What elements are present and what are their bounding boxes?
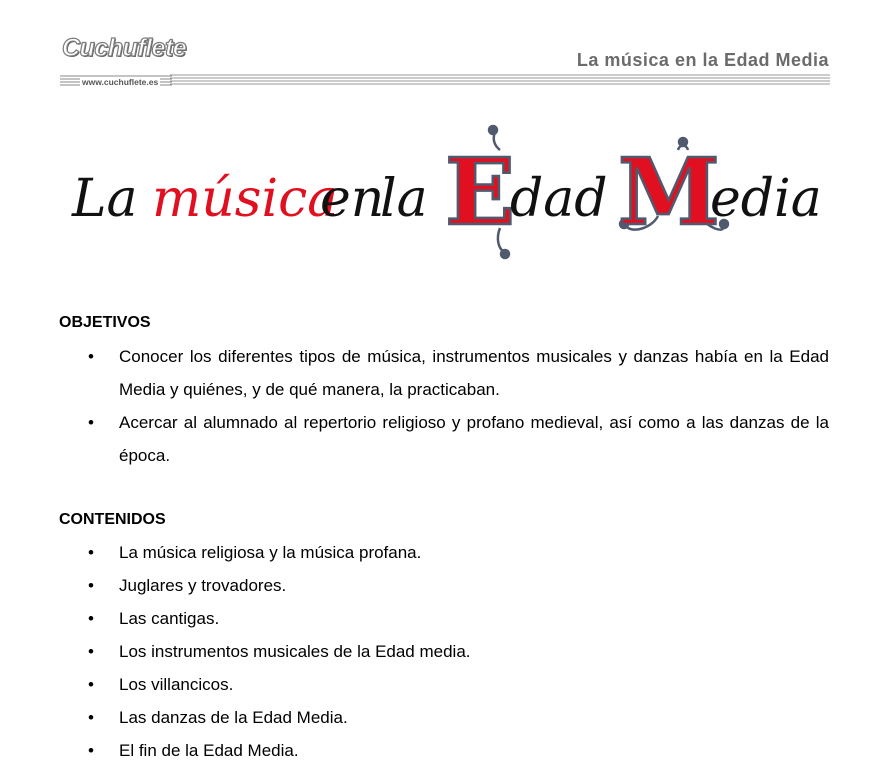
main-title — [60, 120, 830, 270]
bullet: • — [88, 741, 94, 760]
list-item-text: La música religiosa y la música profana. — [119, 543, 422, 562]
header-title: La música en la Edad Media — [576, 50, 829, 70]
contenidos-heading: CONTENIDOS — [59, 511, 166, 528]
title-initial-e: E — [445, 138, 516, 246]
title-initial-m: M — [618, 138, 720, 246]
logo-text: Cuchuflete — [62, 34, 187, 62]
bullet: • — [88, 413, 94, 432]
list-item-text: Los instrumentos musicales de la Edad media. — [119, 642, 471, 661]
list-item — [0, 406, 829, 472]
list-item-text: Las cantigas. — [119, 609, 220, 628]
title-word-en: en — [320, 169, 385, 229]
list-item — [0, 569, 829, 602]
logo-url: www.cuchuflete.es — [82, 77, 159, 87]
list-item — [0, 668, 829, 701]
bullet: • — [88, 576, 94, 595]
list-item — [0, 701, 829, 734]
title-word-musica: música — [152, 169, 339, 229]
list-item-text: Conocer los diferentes tipos de música, instrumentos musicales y danzas había en la Edad Media y quiénes, y de qué manera, la practicaban. — [119, 347, 829, 399]
main-title-svg — [60, 120, 830, 270]
list-item — [0, 340, 829, 406]
bullet: • — [88, 543, 94, 562]
bullet: • — [88, 675, 94, 694]
bullet: • — [88, 609, 94, 628]
page-header — [0, 0, 871, 100]
contenidos-list — [0, 536, 871, 767]
title-word-la: La — [72, 169, 138, 229]
bullet: • — [88, 708, 94, 727]
objetivos-heading: OBJETIVOS — [59, 314, 151, 331]
title-word-edia: edia — [710, 169, 822, 229]
list-item — [0, 635, 829, 668]
title-word-la-2: la — [380, 169, 428, 229]
objetivos-list — [0, 340, 871, 472]
bullet: • — [88, 642, 94, 661]
title-word-dad: dad — [510, 169, 608, 229]
bullet: • — [88, 347, 94, 366]
list-item-text: Acercar al alumnado al repertorio religioso y profano medieval, así como a las danzas de la época. — [119, 413, 829, 465]
list-item-text: Las danzas de la Edad Media. — [119, 708, 348, 727]
header-rule — [170, 73, 830, 89]
list-item — [0, 734, 829, 767]
list-item — [0, 536, 829, 569]
list-item-text: Juglares y trovadores. — [119, 576, 287, 595]
list-item-text: El fin de la Edad Media. — [119, 741, 299, 760]
list-item — [0, 602, 829, 635]
list-item-text: Los villancicos. — [119, 675, 234, 694]
